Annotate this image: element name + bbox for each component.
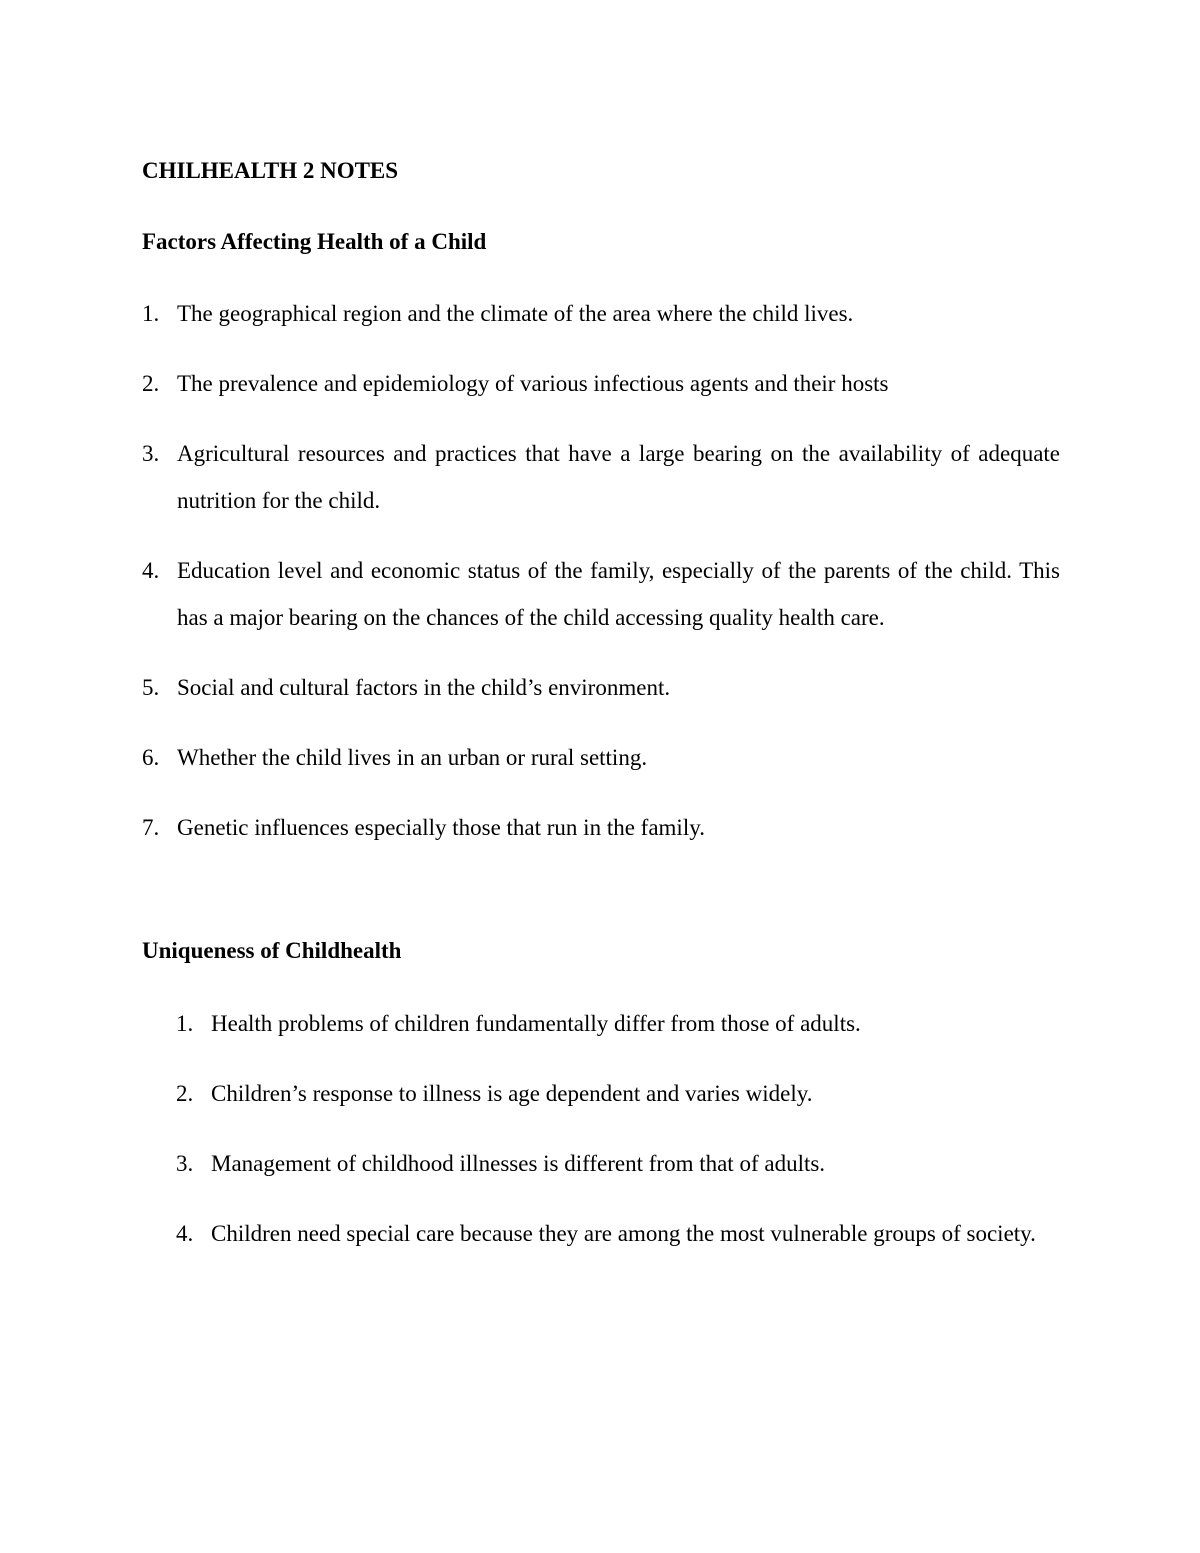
list-item-number: 2. [176, 1081, 194, 1106]
list-item-text: The geographical region and the climate of the area where the child lives. [177, 301, 854, 326]
list-item-number: 5. [142, 675, 160, 700]
list-item [176, 1000, 1060, 1047]
factors-list [142, 290, 1060, 874]
list-item-number: 1. [176, 1011, 194, 1036]
list-item [176, 1210, 1060, 1257]
list-item-text: Genetic influences especially those that run in the family. [177, 815, 705, 840]
list-item-text: Social and cultural factors in the child’s environment. [177, 675, 671, 700]
list-item-text: The prevalence and epidemiology of various infectious agents and their hosts [177, 371, 889, 396]
document-title: CHILHEALTH 2 NOTES [142, 158, 399, 183]
list-item-number: 1. [142, 301, 160, 326]
list-item-number: 3. [142, 441, 160, 466]
list-item [142, 360, 1060, 407]
list-item [142, 664, 1060, 711]
uniqueness-list [176, 1000, 1060, 1280]
list-item-text: Whether the child lives in an urban or rural setting. [177, 745, 648, 770]
section-heading-factors: Factors Affecting Health of a Child [142, 229, 487, 254]
list-item-number: 3. [176, 1151, 194, 1176]
list-item-number: 4. [176, 1221, 194, 1246]
list-item [142, 804, 1060, 851]
list-item [176, 1140, 1060, 1187]
list-item-number: 4. [142, 558, 160, 583]
list-item [176, 1070, 1060, 1117]
list-item-text: Education level and economic status of the family, especially of the parents of the child. This has a major bearing on the chances of the child accessing quality health care. [177, 558, 1060, 630]
list-item-text: Children need special care because they are among the most vulnerable groups of society. [211, 1221, 1036, 1246]
list-item [142, 734, 1060, 781]
list-item-number: 7. [142, 815, 160, 840]
list-item-number: 6. [142, 745, 160, 770]
list-item-number: 2. [142, 371, 160, 396]
list-item [142, 547, 1060, 641]
list-item-text: Agricultural resources and practices that have a large bearing on the availability of adequate nutrition for the child. [177, 441, 1060, 513]
list-item [142, 430, 1060, 524]
list-item [142, 290, 1060, 337]
list-item-text: Children’s response to illness is age dependent and varies widely. [211, 1081, 813, 1106]
list-item-text: Health problems of children fundamentally differ from those of adults. [211, 1011, 861, 1036]
list-item-text: Management of childhood illnesses is different from that of adults. [211, 1151, 826, 1176]
section-heading-uniqueness: Uniqueness of Childhealth [142, 938, 402, 963]
